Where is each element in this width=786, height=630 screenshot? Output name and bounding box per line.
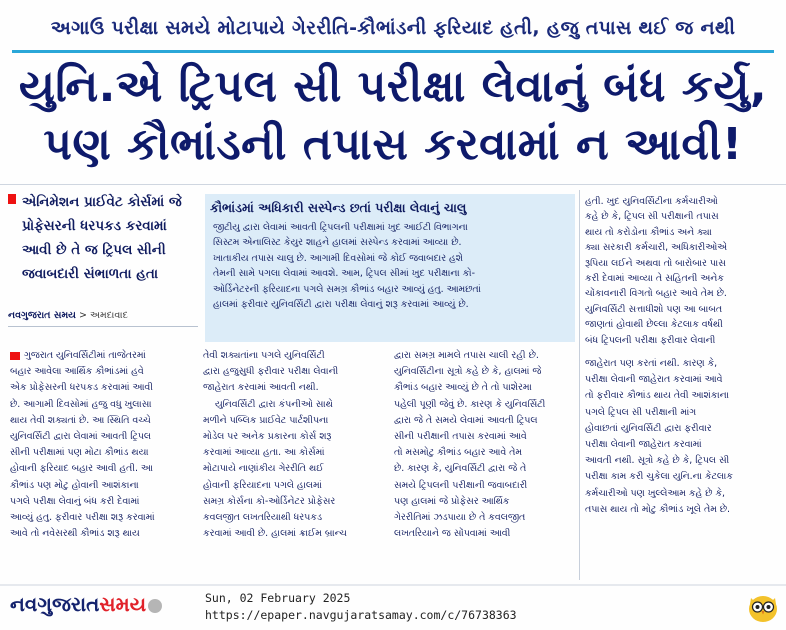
text-line: મોટાપાયે નાણાંકીય ગેરરીતિ થઈ	[203, 463, 324, 475]
text-line: સમયે ટ્રિપલની પરીક્ષાની જવાબદારી	[394, 479, 528, 491]
text-line: યુનિવર્સિટી દ્વારા કંપનીઓ સાથે	[215, 398, 333, 410]
headline-line-1: યુનિ.એ ટ્રિપલ સી પરીક્ષા લેવાનું બંધ કર્યુ,	[18, 61, 768, 112]
text-line: તો મસમોટુ કૌભાંડ બહાર આવે તેમ	[394, 447, 523, 459]
text-line: યુનિવર્સિટી દ્વારા લેવામાં આવતી ટ્રિપલ	[10, 431, 152, 443]
text-line: કહે છે કે, ટ્રિપલ સી પરીક્ષાની તપાસ	[585, 211, 719, 223]
kicker-divider	[12, 50, 774, 53]
kicker-text: અગાઉ પરીક્ષા સમયે મોટાપાયે ગેરરીતિ-કૌભાંડની ફરિયાદ હતી, હજુ તપાસ થઈ જ નથી	[50, 17, 736, 39]
headline-divider	[0, 184, 786, 185]
text-line: પરીક્ષા લેવાની જાહેરાત કરવામાં	[585, 439, 702, 451]
text-line: મળીને પબ્લિક પ્રાઈવેટ પાર્ટશીપના	[203, 414, 329, 426]
text-line: જાહેરાત કરવામાં આવતી નથી.	[203, 382, 319, 394]
text-line-content: ગુજરાત યુનિવર્સિટીમાં તાજેતરમાં	[24, 350, 146, 361]
text-line: કરી દેવામાં આવ્યા તે સહિતની અનેક	[585, 273, 724, 285]
text-line: જાહેરાત પણ કરતાં નથી. કારણ કે,	[585, 358, 718, 369]
body-column-4	[585, 356, 778, 518]
story-start-marker	[10, 352, 20, 360]
text-line: રૂપિયા લઈને અથવા તો બારોબાર પાસ	[585, 257, 726, 269]
text-line: હોવાછતાં યુનિવર્સિટી દ્વારા ફરીવાર	[585, 422, 712, 434]
column-divider	[579, 190, 580, 580]
edition-date: Sun, 02 February 2025	[205, 591, 351, 605]
text-line: તો ફરીવાર કૌભાંડ થાય તેવી આશંકાના	[585, 390, 729, 402]
text-line: જાણતાં હોવાથી છેલ્લા કેટલાક વર્ષથી	[585, 319, 723, 331]
teaser	[8, 190, 198, 286]
teaser-text: એનિમેશન પ્રાઈવેટ કોર્સમાં જે પ્રોફેસરની ધરપકડ કરવામાં આવી છે તે જ ટ્રિપલ સીની જવાબદારી સંભાળતા હતા	[22, 194, 182, 282]
publication-logo	[10, 592, 162, 616]
headline	[12, 58, 774, 174]
logo-part-2: સમય	[99, 592, 147, 616]
text-line: આવતી નથી. સૂત્રો કહે છે કે, ટ્રિપલ સી	[585, 455, 730, 467]
owl-icon[interactable]	[746, 590, 780, 624]
text-line: દ્વારા સમગ્ર મામલે તપાસ ચાલી રહી છે.	[394, 350, 539, 361]
text-line	[10, 348, 198, 364]
text-line: મોડેલ પર અનેક પ્રકારના કોર્સ શરૂ	[203, 431, 332, 443]
text-line: આવે તો નવેસરથી કૌભાંડ શરૂ થાય	[10, 528, 140, 540]
text-line: હોવાની ફરિયાદના પગલે હાલમાં	[203, 479, 322, 491]
text-line: સમગ્ર કોર્સના કો-ઓર્ડિનેટર પ્રોફેસર	[203, 495, 336, 507]
text-line: છે. કારણ કે, યુનિવર્સિટી દ્વારા જે તે	[394, 463, 527, 475]
box-line: જીટીયુ દ્વારા લેવામાં આવતી ટ્રિપલની પરીક્ષામાં ખુદ આઈટી વિભાગના	[213, 222, 468, 233]
text-line: ક્યા સરકારી કર્મચારી, અધિકારીઓએ	[585, 242, 728, 254]
text-line: પગલે ટ્રિપલ સી પરીક્ષાની માંગ	[585, 406, 697, 418]
text-line: હોવાની ફરિયાદ બહાર આવી હતી. આ	[10, 463, 153, 475]
text-line: હતી. ખુદ યુનિવર્સિટીના કર્મચારીઓ	[585, 196, 718, 207]
text-line: પહેલી પૂણી જેવું છે. કારણ કે યુનિવર્સિટી	[394, 398, 546, 410]
text-line: તેવી શક્યતાંના પગલે યુનિવર્સિટી	[203, 350, 325, 361]
text-line: ગેરરીતિમાં ઝડપાયા છે તે કવલજીત	[394, 512, 526, 524]
byline-divider	[8, 326, 198, 327]
text-line: પગલે પરીક્ષા લેવાનું બંધ કરી દેવામાં	[10, 495, 140, 507]
text-line: યુનિવર્સિટી સત્તાધીશો પણ આ બાબત	[585, 303, 723, 315]
logo-part-1: નવગુજરાત	[10, 592, 100, 616]
teaser-marker	[8, 194, 16, 204]
edition-url[interactable]: https://epaper.navgujaratsamay.com/c/76738363	[205, 608, 517, 622]
text-line: કૌભાંડ બહાર આવ્યું છે તે તો પાશેરમા	[394, 382, 532, 394]
highlight-box-title: કૌભાંડમાં અધિકારી સસ્પેન્ડ છતાં પરીક્ષા લેવાનું ચાલુ	[210, 200, 467, 215]
text-line: એક પ્રોફેસરની ધરપકડ કરવામાં આવી	[10, 382, 153, 394]
text-line: તપાસ થાય તો મોટુ કૌભાંડ ખૂલે તેમ છે.	[585, 503, 731, 515]
text-line: આવ્યું હતુ. ફરીવાર પરીક્ષા શરૂ કરવામાં	[10, 512, 155, 524]
text-line: પણ હાલમાં જે પ્રોફેસર આર્થિક	[394, 495, 510, 507]
body-column-2	[203, 348, 389, 542]
text-line: સીની પરીક્ષામાં પણ મોટા કૌભાંડ થયા	[10, 447, 149, 459]
body-column-3	[394, 348, 576, 542]
footer-divider	[0, 584, 786, 586]
text-line: દ્વારા જે તે સમયે લેવામાં આવતી ટ્રિપલ	[394, 414, 538, 426]
text-line: કવલજીત લખતરિયાથી ધરપકડ	[203, 512, 322, 524]
text-line: બંધ ટ્રિપલની પરીક્ષા ફરીવાર લેવાની	[585, 334, 716, 346]
text-line: કરવામાં આવ્યા હતા. આ કોર્સમાં	[203, 447, 325, 459]
text-line: લખતરિયાને જ સોંપવામાં આવી	[394, 528, 511, 540]
box-line: સિસ્ટમ એનાલિસ્ટ કેયુર શાહને હાલમાં સસ્પેન્ડ કરવામાં આવ્યા છે.	[213, 237, 462, 249]
text-line: દ્વારા હજુસુધી ફરીવાર પરીક્ષા લેવાની	[203, 366, 339, 378]
highlight-box-body	[213, 220, 569, 312]
text-line: છે. આગામી દિવસોમાં હજુ વધુ ખુલાસા	[10, 398, 152, 410]
text-line: કૌભાંડ પણ મોટુ હોવાની આશંકાના	[10, 479, 139, 491]
byline	[8, 310, 198, 321]
right-column-top	[585, 194, 778, 348]
text-line: કરવામાં આવી છે. હાલમાં ક્રાઈમ બ્રાન્ચ	[203, 528, 347, 540]
byline-separator: >	[78, 310, 90, 321]
box-line: તેમની સામે પગલા લેવામાં આવશે. આમ, ટ્રિપલ સીમાં ખુદ પરીક્ષાના કો-	[213, 268, 475, 280]
text-line: પરીક્ષા કામ કરી ચુકેલા યુનિ.ના કેટલાક	[585, 471, 733, 483]
byline-place: અમદાવાદ	[89, 310, 128, 321]
byline-source: નવગુજરાત સમય	[8, 310, 76, 321]
logo-badge-icon	[148, 599, 162, 613]
text-line: થાય તેવી શક્યતાં છે. આ સ્થિતિ વચ્ચે	[10, 414, 151, 426]
box-line: હાલમાં ફરીવાર યુનિવર્સિટી દ્વારા પરીક્ષા લેવાનું શરૂ કરવામાં આવ્યું છે.	[213, 299, 469, 311]
text-line: બહાર આવેલા આર્થિક કૌભાંડમાં હવે	[10, 366, 144, 378]
headline-line-2: પણ કૌભાંડની તપાસ કરવામાં ન આવી!	[43, 119, 743, 170]
text-line: પરીક્ષા લેવાની જાહેરાત કરવામાં આવે	[585, 374, 723, 386]
kicker	[12, 6, 774, 50]
text-line: યુનિવર્સિટીના સૂત્રો કહે છે કે, હાલમાં જે	[394, 366, 542, 378]
text-line: કર્મચારીઓ પણ ખુલ્લેઆમ કહે છે કે,	[585, 487, 725, 499]
text-line: ચોંકાવનારી વિગતો બહાર આવે તેમ છે.	[585, 288, 727, 300]
box-line: ખાતાકીય તપાસ ચાલુ છે. આગામી દિવસોમાં જે કોઈ જવાબદાર હશે	[213, 252, 463, 264]
body-column-1	[10, 348, 198, 542]
box-line: ઓર્ડિનેટરની ફરિયાદના પગલે સમગ્ર કૌભાંડ બહાર આવ્યું હતુ. આમછતાં	[213, 283, 481, 295]
text-line: થાય તો કરોડોના કૌભાંડ અને ક્યા	[585, 226, 712, 238]
text-line: સીની પરીક્ષાની તપાસ કરવામાં આવે	[394, 431, 527, 443]
